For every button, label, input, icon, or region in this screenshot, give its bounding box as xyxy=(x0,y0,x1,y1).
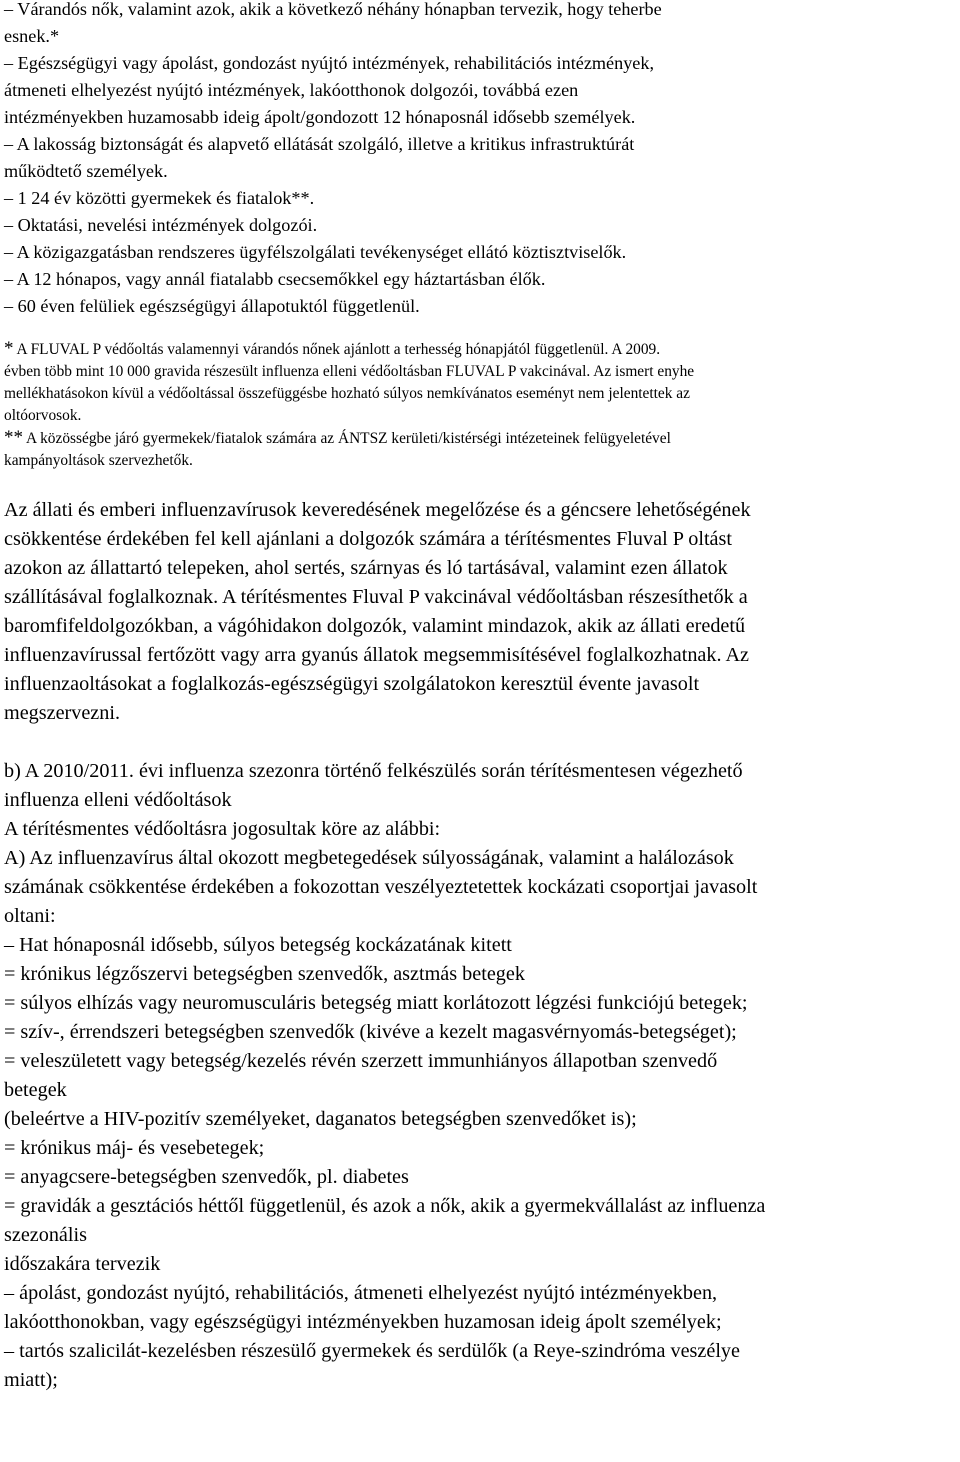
list-item: esnek.* xyxy=(4,26,60,46)
list-item: betegek xyxy=(4,1079,67,1101)
list-item: – Várandós nők, valamint azok, akik a következő néhány hónapban tervezik, hogy teherbe xyxy=(4,0,662,19)
footnote-line: oltóorvosok. xyxy=(4,407,82,424)
text-line: influenzaoltásokat a foglalkozás-egészségügyi szolgálatokon keresztül évente javasolt xyxy=(4,673,700,695)
footnote-marker: ** xyxy=(4,427,23,448)
list-item: – A közigazgatásban rendszeres ügyfélszolgálati tevékenységet ellátó köztisztviselők. xyxy=(4,242,627,262)
text-line: influenza elleni védőoltások xyxy=(4,789,232,811)
footnote-line: évben több mint 10 000 gravida részesült influenza elleni védőoltásban FLUVAL P vakcinával. Az ismert enyhe xyxy=(4,363,695,380)
list-item: – Egészségügyi vagy ápolást, gondozást nyújtó intézmények, rehabilitációs intézmények, xyxy=(4,53,655,73)
list-item: működtető személyek. xyxy=(4,161,168,181)
footnote-line: mellékhatásokon kívül a védőoltással összefüggésbe hozható súlyos nemkívánatos eseményt nem jelentettek az xyxy=(4,385,690,402)
list-item: – Hat hónaposnál idősebb, súlyos betegség kockázatának kitett xyxy=(4,934,512,956)
text-line: A) Az influenzavírus által okozott megbetegedések súlyosságának, valamint a halálozások xyxy=(4,847,734,869)
list-item: átmeneti elhelyezést nyújtó intézmények, lakóotthonok dolgozói, továbbá ezen xyxy=(4,80,579,100)
list-item: = veleszületett vagy betegség/kezelés révén szerzett immunhiányos állapotban szenvedő xyxy=(4,1050,718,1072)
text-line: megszervezni. xyxy=(4,702,121,724)
risk-group-list xyxy=(4,931,958,1395)
document-page xyxy=(4,0,958,1395)
list-item: = anyagcsere-betegségben szenvedők, pl. diabetes xyxy=(4,1166,409,1188)
text-line: baromfifeldolgozókban, a vágóhidakon dolgozók, valamint mindazok, akik az állati eredetű xyxy=(4,615,746,637)
list-item: (beleértve a HIV-pozitív személyeket, daganatos betegségben szenvedőket is); xyxy=(4,1108,637,1130)
list-item: időszakára tervezik xyxy=(4,1253,161,1275)
section-heading: b) A 2010/2011. évi influenza szezonra történő felkészülés során térítésmentesen végezhető xyxy=(4,760,743,782)
list-item: = krónikus máj- és vesebetegek; xyxy=(4,1137,265,1159)
text-line: csökkentése érdekében fel kell ajánlani a dolgozók számára a térítésmentes Fluval P oltást xyxy=(4,528,732,550)
footnote-marker: * xyxy=(4,338,14,359)
priority-group-list xyxy=(4,0,958,320)
footnote-line: kampányoltások szervezhetők. xyxy=(4,452,193,469)
list-item: = gravidák a gesztációs héttől függetlenül, és azok a nők, akik a gyermekvállalást az influenza xyxy=(4,1195,766,1217)
list-item: – Oktatási, nevelési intézmények dolgozói. xyxy=(4,215,318,235)
list-item: – A 12 hónapos, vagy annál fiatalabb csecsemőkkel egy háztartásban élők. xyxy=(4,269,546,289)
text-line: számának csökkentése érdekében a fokozottan veszélyeztetettek kockázati csoportjai javasolt xyxy=(4,876,758,898)
list-item: miatt); xyxy=(4,1369,58,1391)
list-item: – A lakosság biztonságát és alapvető ellátását szolgáló, illetve a kritikus infrastruktúrát xyxy=(4,134,635,154)
list-item: – 60 éven felüliek egészségügyi állapotuktól függetlenül. xyxy=(4,296,420,316)
list-item: lakóotthonokban, vagy egészségügyi intézményekben huzamosan ideig ápolt személyek; xyxy=(4,1311,722,1333)
list-item: = súlyos elhízás vagy neuromusculáris betegség miatt korlátozott légzési funkciójú betegek; xyxy=(4,992,748,1014)
list-item: – tartós szalicilát-kezelésben részesülő gyermekek és serdülők (a Reye-szindróma veszélye xyxy=(4,1340,740,1362)
list-item: intézményekben huzamosabb ideig ápolt/gondozott 12 hónaposnál idősebb személyek. xyxy=(4,107,636,127)
footnote-line: ** A közösségbe járó gyermekek/fiatalok számára az ÁNTSZ kerületi/kistérségi intézeteinek felügyeletével xyxy=(4,427,671,448)
text-line: oltani: xyxy=(4,905,56,927)
paragraph-animal-workers xyxy=(4,496,958,728)
text-line: azokon az állattartó telepeken, ahol sertés, szárnyas és ló tartásával, valamint ezen állatok xyxy=(4,557,728,579)
section-b xyxy=(4,757,958,931)
footnote-line: * A FLUVAL P védőoltás valamennyi várandós nőnek ajánlott a terhesség hónapjától függetlenül. A 2009. xyxy=(4,338,661,359)
text-line: influenzavírussal fertőzött vagy arra gyanús állatok megsemmisítésével foglalkozhatnak. Az xyxy=(4,644,750,666)
text-line: A térítésmentes védőoltásra jogosultak köre az alábbi: xyxy=(4,818,441,840)
list-item: – 1 24 év közötti gyermekek és fiatalok**. xyxy=(4,188,315,208)
list-item: – ápolást, gondozást nyújtó, rehabilitációs, átmeneti elhelyezést nyújtó intézményekben, xyxy=(4,1282,718,1304)
text-line: Az állati és emberi influenzavírusok keveredésének megelőzése és a géncsere lehetőségének xyxy=(4,499,751,521)
list-item: = krónikus légzőszervi betegségben szenvedők, asztmás betegek xyxy=(4,963,525,985)
list-item: = szív-, érrendszeri betegségben szenvedők (kivéve a kezelt magasvérnyomás-betegséget); xyxy=(4,1021,737,1043)
footnotes xyxy=(4,338,958,472)
text-line: szállításával foglalkoznak. A térítésmentes Fluval P vakcinával védőoltásban részesíthetők a xyxy=(4,586,748,608)
list-item: szezonális xyxy=(4,1224,87,1246)
